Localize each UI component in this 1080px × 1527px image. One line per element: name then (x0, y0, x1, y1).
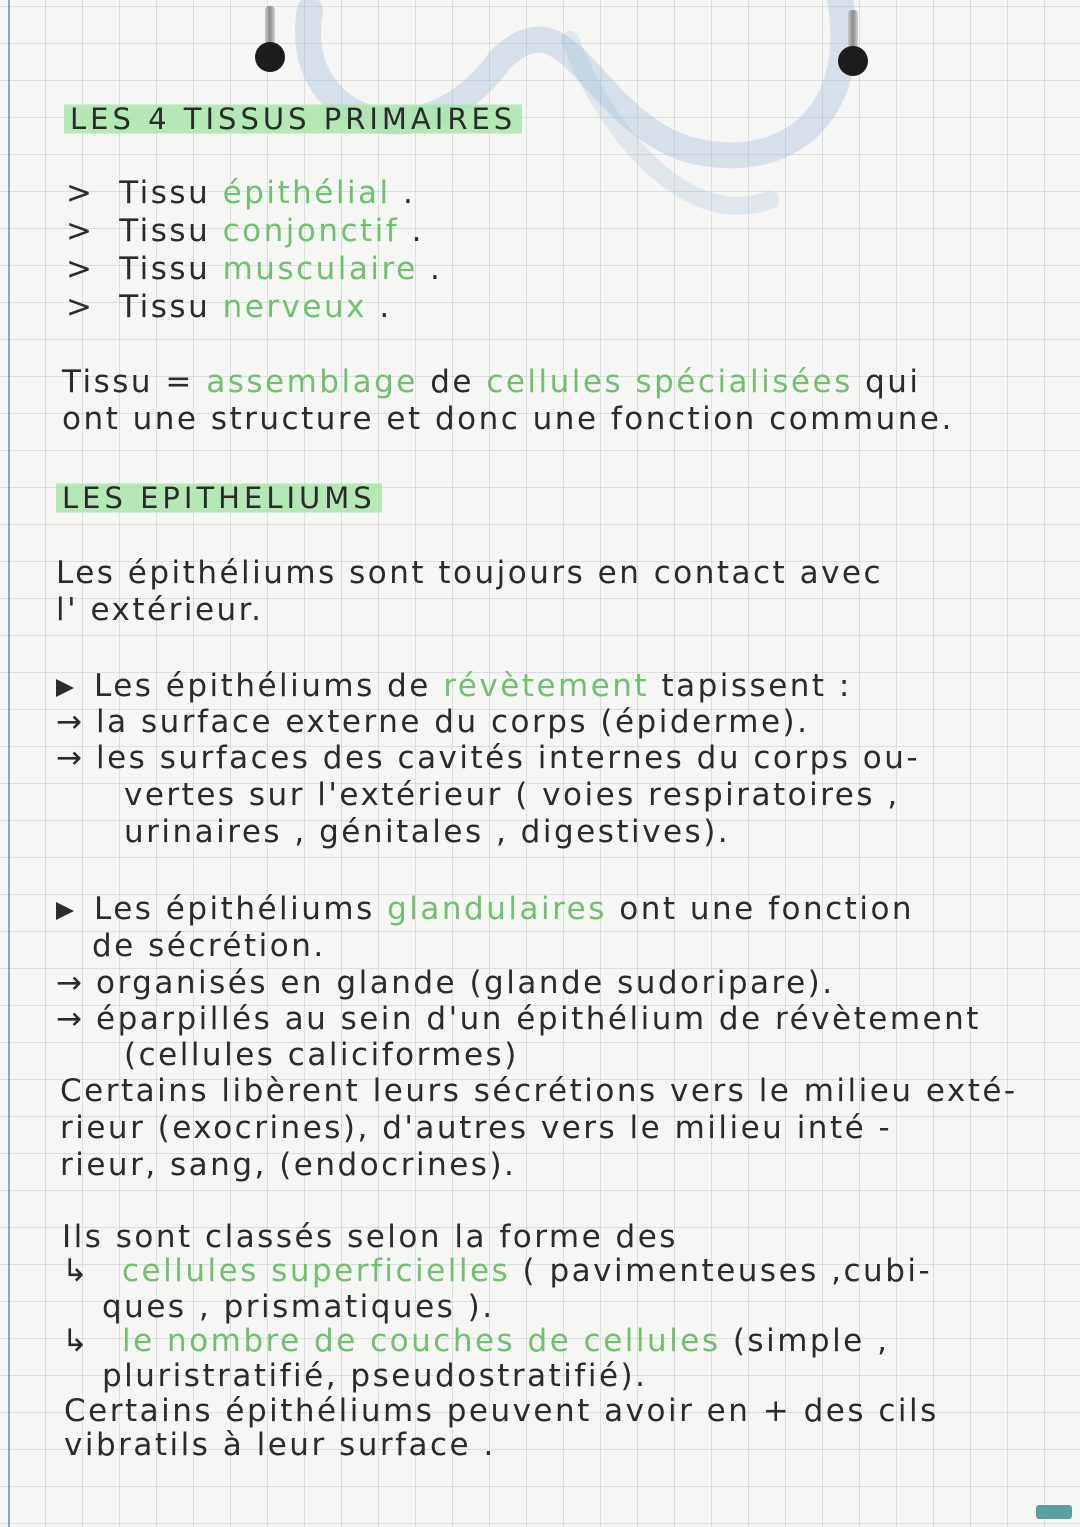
return-arrow-icon: ↳ (62, 1323, 91, 1359)
revetement-line: Les épithéliums de révètement tapissent : (56, 668, 852, 704)
triangle-bullet-icon (56, 902, 74, 920)
classification-sub: ↳ le nombre de couches de cellules (simple , (62, 1323, 890, 1359)
glandulaires-text: rieur, sang, (endocrines). (60, 1147, 517, 1183)
glandulaires-line: Les épithéliums glandulaires ont une fonction (56, 891, 914, 927)
classification-line: Ils sont classés selon la forme des (62, 1219, 678, 1255)
arrow-icon: → (56, 1001, 85, 1037)
glandulaires-item: → organisés en glande (glande sudoripare). (56, 965, 835, 1001)
revetement-item: → la surface externe du corps (épiderme). (56, 704, 810, 740)
heading-epitheliums: LES EPITHELIUMS (56, 480, 382, 516)
glandulaires-line: de sécrétion. (92, 928, 326, 964)
arrow-icon: → (56, 704, 85, 740)
classification-sub: ↳ cellules superficielles ( pavimenteuses ,cubi- (62, 1253, 933, 1289)
intro-line: l' extérieur. (56, 592, 264, 628)
intro-line: Les épithéliums sont toujours en contact avec (56, 555, 884, 591)
revetement-item-cont: urinaires , génitales , digestives). (124, 814, 731, 850)
glandulaires-item-cont: (cellules caliciformes) (124, 1037, 519, 1073)
classification-sub-cont: ques , prismatiques ). (102, 1289, 495, 1325)
heading-tissus-primaires: LES 4 TISSUS PRIMAIRES (64, 101, 522, 137)
cils-line: vibratils à leur surface . (64, 1427, 496, 1463)
glandulaires-text: rieur (exocrines), d'autres vers le milieu inté - (60, 1110, 893, 1146)
revetement-item: → les surfaces des cavités internes du corps ou- (56, 740, 921, 776)
binder-ring-left (253, 6, 287, 76)
arrow-icon: → (56, 740, 85, 776)
triangle-bullet-icon (56, 679, 74, 697)
glandulaires-item: → éparpillés au sein d'un épithélium de révètement (56, 1001, 981, 1037)
return-arrow-icon: ↳ (62, 1253, 91, 1289)
classification-sub-cont: pluristratifié, pseudostratifié). (102, 1358, 648, 1394)
glandulaires-text: Certains libèrent leurs sécrétions vers le milieu exté- (60, 1073, 1018, 1109)
margin-line (8, 0, 10, 1527)
page-corner-tab (1036, 1505, 1072, 1519)
revetement-item-cont: vertes sur l'extérieur ( voies respiratoires , (124, 777, 900, 813)
arrow-icon: → (56, 965, 85, 1001)
tissue-item: > Tissu musculaire . (66, 251, 443, 287)
definition-line: ont une structure et donc une fonction commune. (62, 401, 954, 437)
cils-line: Certains épithéliums peuvent avoir en + des cils (64, 1393, 939, 1429)
definition-line: Tissu = assemblage de cellules spécialisées qui (62, 364, 921, 400)
binder-ring-right (836, 10, 870, 80)
tissue-item: > Tissu conjonctif . (66, 213, 424, 249)
tissue-item: > Tissu épithélial . (66, 175, 416, 211)
tissue-item: > Tissu nerveux . (66, 289, 392, 325)
